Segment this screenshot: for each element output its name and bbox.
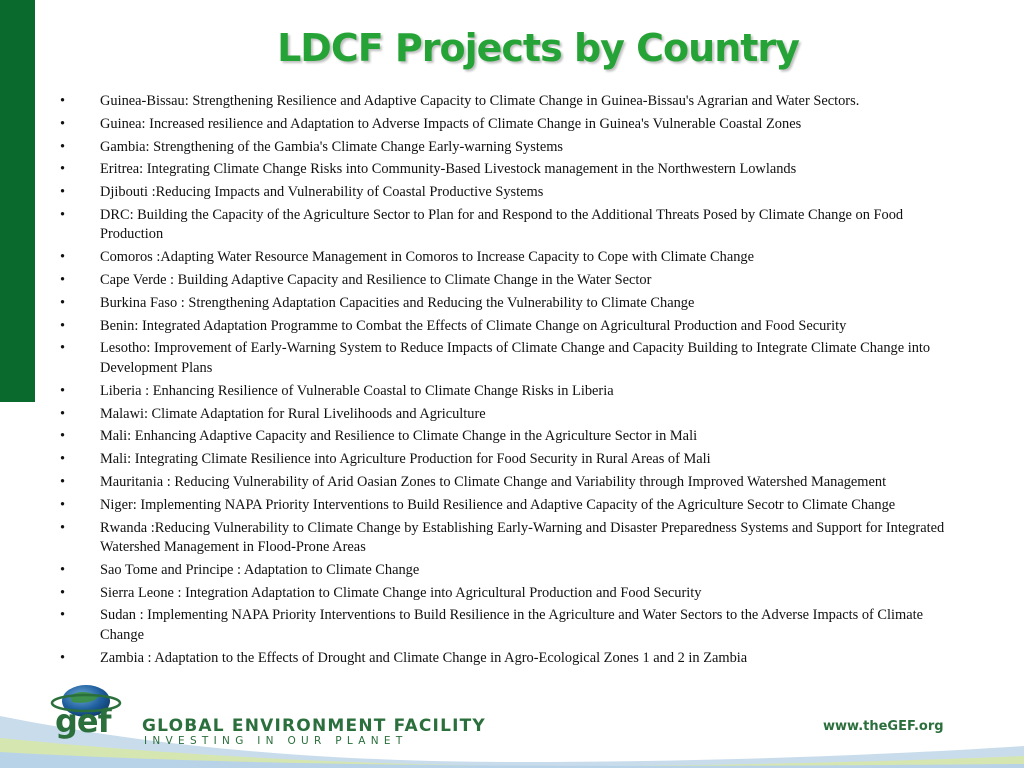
- website-link[interactable]: www.theGEF.org: [823, 719, 944, 734]
- project-list-item: [60, 427, 965, 447]
- bullet-icon: •: [60, 428, 66, 445]
- project-list-item: [60, 561, 965, 581]
- bullet-icon: •: [60, 249, 66, 266]
- bullet-icon: •: [60, 649, 66, 666]
- project-list-item: [60, 496, 965, 516]
- bullet-icon: •: [60, 184, 66, 201]
- project-list-item: [60, 473, 965, 493]
- organization-tagline: INVESTING IN OUR PLANET: [144, 735, 408, 747]
- project-list-item: [60, 183, 965, 203]
- project-description: Malawi: Climate Adaptation for Rural Livelihoods and Agriculture: [100, 405, 486, 422]
- project-description: Burkina Faso : Strengthening Adaptation Capacities and Reducing the Vulnerability to Climate Change: [100, 294, 695, 311]
- project-list-item: [60, 405, 965, 425]
- project-list-item: [60, 206, 965, 245]
- project-list-item: [60, 248, 965, 268]
- project-description: Lesotho: Improvement of Early-Warning System to Reduce Impacts of Climate Change and Capacity Building to Integrate Climate Change into Development Plans: [100, 340, 931, 376]
- bullet-icon: •: [60, 138, 66, 155]
- bullet-icon: •: [60, 206, 66, 223]
- gef-logo-text: gef: [55, 702, 111, 740]
- project-description: Gambia: Strengthening of the Gambia's Climate Change Early-warning Systems: [100, 138, 563, 155]
- bullet-icon: •: [60, 340, 66, 357]
- bullet-icon: •: [60, 405, 66, 422]
- bullet-icon: •: [60, 317, 66, 334]
- project-bullet-list: [60, 92, 965, 672]
- bullet-icon: •: [60, 93, 66, 109]
- project-list-item: [60, 519, 965, 558]
- bullet-icon: •: [60, 519, 66, 536]
- project-description: Djibouti :Reducing Impacts and Vulnerability of Coastal Productive Systems: [100, 184, 544, 201]
- project-list-item: [60, 138, 965, 158]
- project-description: Sudan : Implementing NAPA Priority Interventions to Build Resilience in the Agriculture and Water Sectors to the Adverse Impacts of Climate Change: [100, 607, 923, 643]
- project-list-item: [60, 92, 965, 112]
- bullet-icon: •: [60, 272, 66, 289]
- project-description: Zambia : Adaptation to the Effects of Drought and Climate Change in Agro-Ecological Zones 1 and 2 in Zambia: [100, 649, 748, 666]
- project-description: Mauritania : Reducing Vulnerability of Arid Oasian Zones to Climate Change and Variability through Improved Watershed Management: [100, 473, 887, 490]
- project-description: Guinea: Increased resilience and Adaptation to Adverse Impacts of Climate Change in Guinea's Vulnerable Coastal Zones: [100, 115, 802, 132]
- project-description: DRC: Building the Capacity of the Agriculture Sector to Plan for and Respond to the Additional Threats Posed by Climate Change on Food Production: [100, 206, 904, 243]
- bullet-icon: •: [60, 451, 66, 468]
- bullet-icon: •: [60, 161, 66, 178]
- project-list-item: [60, 115, 965, 135]
- project-description: Niger: Implementing NAPA Priority Interventions to Build Resilience and Adaptive Capacity of the Agriculture Secotr to Climate Change: [100, 496, 896, 513]
- project-description: Eritrea: Integrating Climate Change Risks into Community-Based Livestock management in the Northwestern Lowlands: [100, 161, 797, 178]
- footer: [0, 676, 1024, 768]
- slide-title: LDCF Projects by Country: [277, 26, 799, 70]
- bullet-icon: •: [60, 382, 66, 399]
- project-description: Cape Verde : Building Adaptive Capacity and Resilience to Climate Change in the Water Sector: [100, 272, 652, 289]
- bullet-icon: •: [60, 115, 66, 132]
- project-description: Mali: Enhancing Adaptive Capacity and Resilience to Climate Change in the Agriculture Sector in Mali: [100, 428, 698, 445]
- bullet-icon: •: [60, 561, 66, 578]
- project-list-item: [60, 294, 965, 314]
- project-list-item: [60, 271, 965, 291]
- project-description: Rwanda :Reducing Vulnerability to Climate Change by Establishing Early-Warning and Disaster Preparedness Systems and Support for Integrated Watershed Management in Flood-Prone Areas: [100, 519, 945, 556]
- project-list-item: [60, 160, 965, 180]
- project-list-item: [60, 584, 965, 604]
- project-description: Mali: Integrating Climate Resilience into Agriculture Production for Food Security in Rural Areas of Mali: [100, 451, 711, 468]
- project-description: Benin: Integrated Adaptation Programme to Combat the Effects of Climate Change on Agricultural Production and Food Security: [100, 317, 847, 334]
- project-list-item: [60, 317, 965, 337]
- bullet-icon: •: [60, 496, 66, 513]
- bullet-icon: •: [60, 473, 66, 490]
- project-list-item: [60, 450, 965, 470]
- project-description: Liberia : Enhancing Resilience of Vulnerable Coastal to Climate Change Risks in Liberia: [100, 382, 614, 399]
- project-list-item: [60, 649, 965, 669]
- organization-name: GLOBAL ENVIRONMENT FACILITY: [142, 716, 486, 736]
- project-description: Sao Tome and Principe : Adaptation to Climate Change: [100, 561, 420, 578]
- project-list-item: [60, 339, 965, 378]
- project-description: Comoros :Adapting Water Resource Management in Comoros to Increase Capacity to Cope with Climate Change: [100, 249, 754, 266]
- project-description: Guinea-Bissau: Strengthening Resilience and Adaptive Capacity to Climate Change in Guinea-Bissau's Agrarian and Water Sectors.: [100, 93, 860, 109]
- bullet-icon: •: [60, 584, 66, 601]
- project-list-item: [60, 382, 965, 402]
- bullet-icon: •: [60, 294, 66, 311]
- bullet-icon: •: [60, 607, 66, 624]
- project-description: Sierra Leone : Integration Adaptation to Climate Change into Agricultural Production and Food Security: [100, 584, 702, 601]
- project-list-item: [60, 606, 965, 645]
